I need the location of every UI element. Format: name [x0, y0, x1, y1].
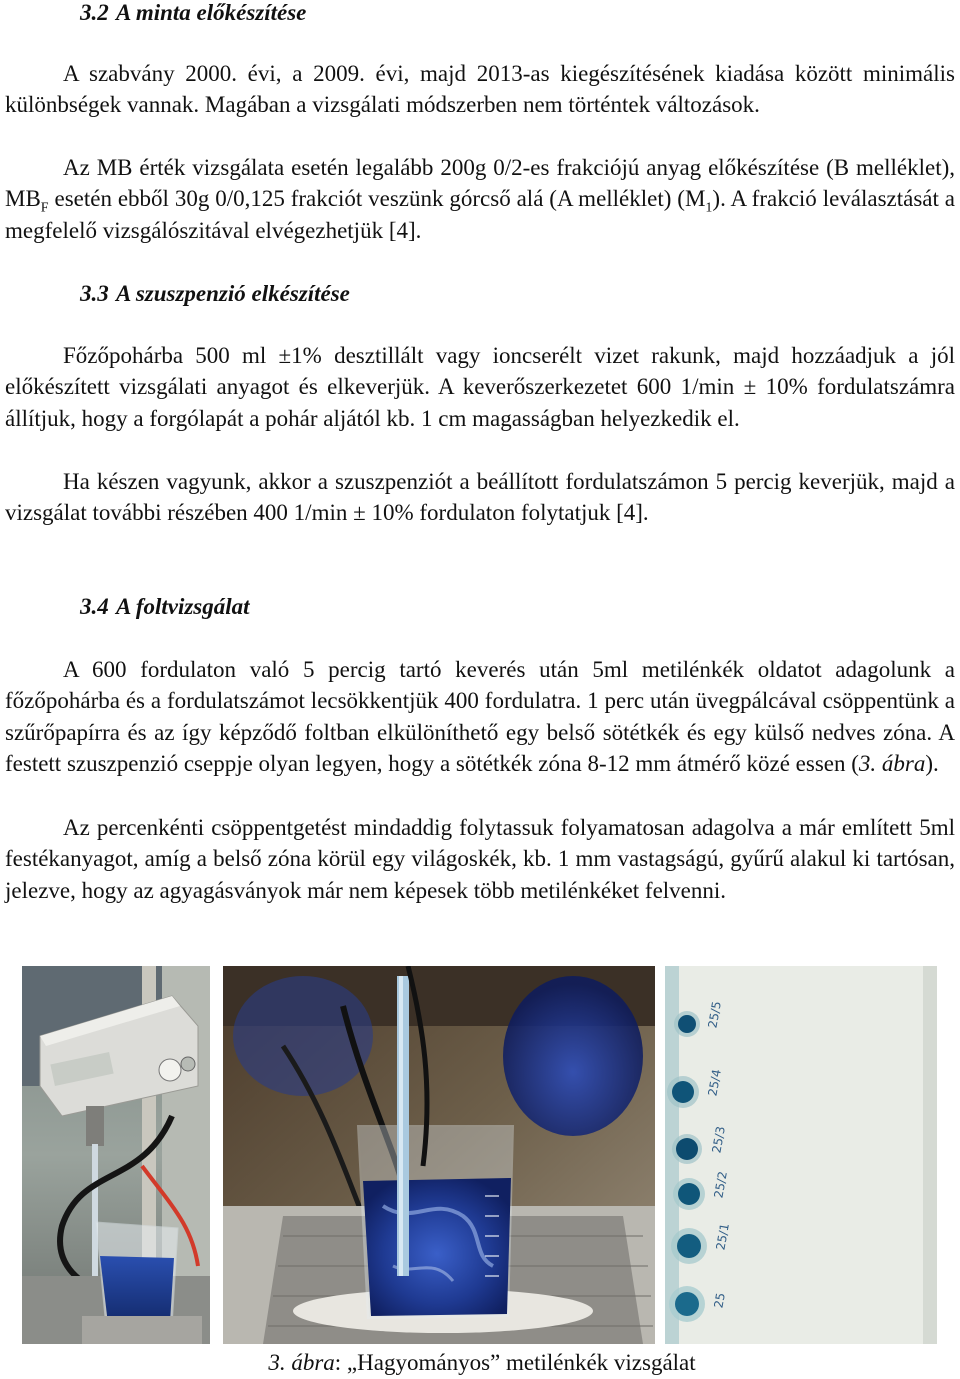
section-heading-3-4 [80, 594, 250, 620]
paragraph-spot-test [5, 654, 955, 780]
stain-label: 25/1 [713, 1222, 732, 1252]
beaker-illustration [223, 966, 655, 1344]
section-number: 3.2 [80, 0, 109, 25]
caption-label: 3. ábra [268, 1350, 335, 1375]
stain-label: 25 [711, 1291, 728, 1310]
figure-reference: 3. ábra [858, 751, 926, 777]
paragraph-text: ). A frakció leválasztását a megfelelő vizsgálószitával elvégezhetjük [4]. [5, 186, 955, 243]
subscript: F [40, 201, 49, 216]
paragraph-dropping-procedure [5, 812, 955, 906]
stain-label: 25/4 [705, 1068, 724, 1098]
paragraph-standard-history [5, 58, 955, 121]
figure-caption [0, 1349, 960, 1377]
filter-paper-photo [665, 966, 937, 1344]
paragraph-text: Főzőpohárba 500 ml ±1% desztillált vagy ioncserélt vizet rakunk, majd hozzáadjuk a jól előkészített vizsgálati anyagot és elkeverjük. A keverőszerkezetet 600 1/min ± 10% fordulatszámra állítjuk, hogy a forgólapát a pohár aljától kb. 1 cm magasságban helyezkedik el. [5, 343, 955, 431]
subscript: 1 [705, 201, 713, 216]
stain-label: 25/3 [709, 1125, 728, 1155]
section-heading-3-3 [80, 281, 350, 307]
section-number: 3.3 [80, 281, 109, 306]
paragraph-text: A szabvány 2000. évi, a 2009. évi, majd 2013-as kiegészítésének kiadása között minimális különbségek vannak. Magában a vizsgálati módszerben nem történtek változások. [5, 61, 955, 118]
paragraph-text: esetén ebből 30g 0/0,125 frakciót veszünk górcső alá (A melléklet) (M [48, 186, 706, 212]
stain-label: 25/5 [705, 1000, 724, 1030]
section-number: 3.4 [80, 594, 109, 619]
stain-label: 25/2 [711, 1170, 730, 1200]
paragraph-sample-preparation [5, 152, 955, 246]
stirrer-photo [22, 966, 210, 1344]
stirrer-motor-illustration [22, 966, 210, 1344]
paragraph-text: ). [925, 751, 939, 777]
paragraph-text: Ha készen vagyunk, akkor a szuszpenziót a beállított fordulatszámon 5 percig keverjük, majd a vizsgálat további részében 400 1/min ± 10% fordulaton folytatjuk [4]. [5, 469, 955, 526]
filter-paper-illustration [665, 966, 937, 1344]
section-title: A foltvizsgálat [116, 594, 250, 619]
paragraph-text: Az MB érték vizsgálata esetén legalább 200g 0/2-es frakciójú anyag előkészítése (B melléklet), MB [5, 155, 955, 212]
section-title: A minta előkészítése [116, 0, 307, 25]
section-title: A szuszpenzió elkészítése [116, 281, 350, 306]
caption-text: : „Hagyományos” metilénkék vizsgálat [334, 1350, 696, 1375]
paragraph-stirring [5, 466, 955, 529]
section-heading-3-2 [80, 0, 306, 26]
paragraph-text: Az percenkénti csöppentgetést mindaddig folytassuk folyamatosan adagolva a már említett 5ml festékanyagot, amíg a belső zóna körül egy világoskék, kb. 1 mm vastagságú, gyűrű alakul ki tartósan, jelezve, hogy az agyagásványok már nem képesek több metilénkéket felvenni. [5, 815, 955, 903]
beaker-photo [223, 966, 655, 1344]
paragraph-suspension-setup [5, 340, 955, 434]
paragraph-text: A 600 fordulaton való 5 percig tartó keverés után 5ml metilénkék oldatot adagolunk a főzőpohárba és a fordulatszámot lecsökkentjük 400 fordulatra. 1 perc után üvegpálcával csöppentünk a szűrőpapírra és az így képződő foltban elkülöníthető egy belső sötétkék és egy külső nedves zóna. A festett szuszpenzió cseppje olyan legyen, hogy a sötétkék zóna 8-12 mm átmérő közé essen ( [5, 657, 955, 777]
